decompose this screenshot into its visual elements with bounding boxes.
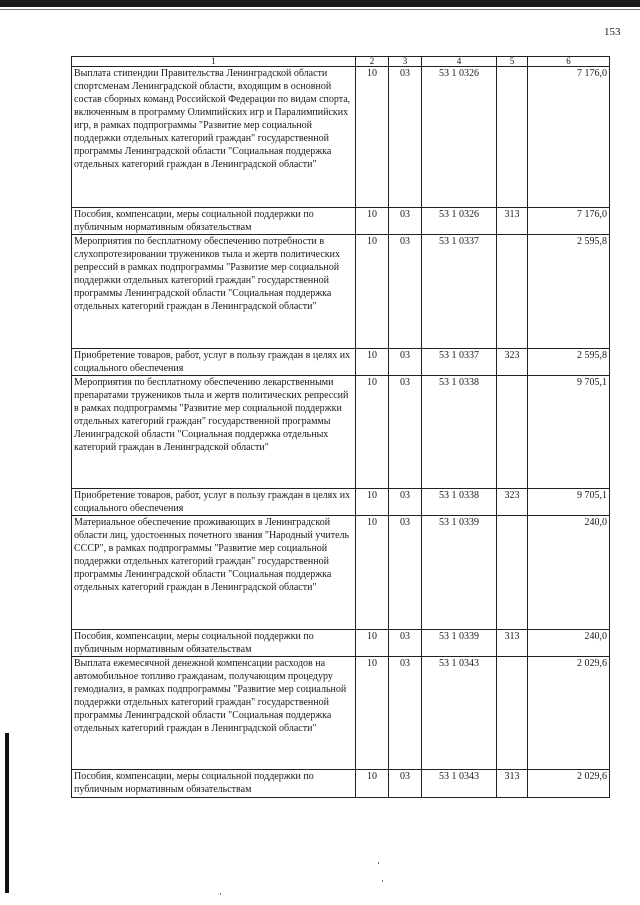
row-amount: 2 029,6 <box>528 657 610 770</box>
row-description: Мероприятия по бесплатному обеспечению лекарственными препаратами тружеников тыла и жертв политических репрессий в рамках подпрограммы "Развитие мер социальной поддержки отдельных категорий граждан" государственной программы Ленинградской области "Социальная поддержка отдельных категорий граждан в Ленинградской области" <box>72 376 356 489</box>
row-section: 10 <box>356 208 389 235</box>
row-subsection: 03 <box>389 770 422 798</box>
scan-speck <box>382 880 383 882</box>
row-description: Приобретение товаров, работ, услуг в пользу граждан в целях их социального обеспечения <box>72 489 356 516</box>
column-header: 5 <box>497 57 528 67</box>
row-subsection: 03 <box>389 657 422 770</box>
row-section: 10 <box>356 376 389 489</box>
row-section: 10 <box>356 770 389 798</box>
scan-left-margin-mark <box>5 733 9 893</box>
row-description: Пособия, компенсации, меры социальной поддержки по публичным нормативным обязательствам <box>72 770 356 798</box>
row-target-code: 53 1 0343 <box>422 657 497 770</box>
row-target-code: 53 1 0339 <box>422 516 497 630</box>
row-amount: 2 595,8 <box>528 235 610 349</box>
row-subsection: 03 <box>389 208 422 235</box>
scan-speck <box>220 893 221 895</box>
table-row <box>72 770 610 798</box>
table-header-row <box>72 57 610 67</box>
column-header: 1 <box>72 57 356 67</box>
row-target-code: 53 1 0337 <box>422 349 497 376</box>
row-expense-type: 313 <box>497 208 528 235</box>
table-row <box>72 67 610 208</box>
row-target-code: 53 1 0338 <box>422 489 497 516</box>
table-row <box>72 349 610 376</box>
table-row <box>72 630 610 657</box>
row-section: 10 <box>356 67 389 208</box>
column-header: 4 <box>422 57 497 67</box>
row-description: Пособия, компенсации, меры социальной поддержки по публичным нормативным обязательствам <box>72 208 356 235</box>
row-description: Выплата ежемесячной денежной компенсации расходов на автомобильное топливо гражданам, получающим процедуру гемодиализ, в рамках подпрограммы "Развитие мер социальной поддержки отдельных категорий граждан" государственной программы Ленинградской области "Социальная поддержка отдельных категорий граждан в Ленинградской области" <box>72 657 356 770</box>
row-description: Пособия, компенсации, меры социальной поддержки по публичным нормативным обязательствам <box>72 630 356 657</box>
row-subsection: 03 <box>389 235 422 349</box>
row-target-code: 53 1 0337 <box>422 235 497 349</box>
row-target-code: 53 1 0326 <box>422 208 497 235</box>
row-section: 10 <box>356 349 389 376</box>
row-amount: 2 029,6 <box>528 770 610 798</box>
page-number: 153 <box>604 26 621 38</box>
row-subsection: 03 <box>389 630 422 657</box>
row-expense-type <box>497 376 528 489</box>
row-amount: 9 705,1 <box>528 489 610 516</box>
row-expense-type <box>497 235 528 349</box>
column-header: 3 <box>389 57 422 67</box>
scan-top-border <box>0 0 640 7</box>
row-amount: 2 595,8 <box>528 349 610 376</box>
row-description: Материальное обеспечение проживающих в Ленинградской области лиц, удостоенных почетного звания "Народный учитель СССР", в рамках подпрограммы "Развитие мер социальной поддержки отдельных категорий граждан" государственной программы Ленинградской области "Социальная поддержка отдельных категорий граждан в Ленинградской области" <box>72 516 356 630</box>
table-row <box>72 516 610 630</box>
row-section: 10 <box>356 516 389 630</box>
row-description: Выплата стипендии Правительства Ленинградской области спортсменам Ленинградской области, входящим в основной состав сборных команд Российской Федерации по видам спорта, включенным в программу Олимпийских игр и Паралимпийских игр, в рамках подпрограммы "Развитие мер социальной поддержки отдельных категорий граждан" государственной программы Ленинградской области "Социальная поддержка отдельных категорий граждан в Ленинградской области" <box>72 67 356 208</box>
row-subsection: 03 <box>389 516 422 630</box>
row-expense-type <box>497 67 528 208</box>
row-amount: 7 176,0 <box>528 208 610 235</box>
row-section: 10 <box>356 630 389 657</box>
row-section: 10 <box>356 235 389 349</box>
table-row <box>72 657 610 770</box>
scan-top-border-line <box>0 9 640 10</box>
row-description: Мероприятия по бесплатному обеспечению потребности в слухопротезировании тружеников тыла и жертв политических репрессий в рамках подпрограммы "Развитие мер социальной поддержки отдельных категорий граждан" государственной программы Ленинградской области "Социальная поддержка отдельных категорий граждан в Ленинградской области" <box>72 235 356 349</box>
budget-table <box>71 56 610 798</box>
table-row <box>72 208 610 235</box>
table-row <box>72 376 610 489</box>
row-amount: 240,0 <box>528 630 610 657</box>
row-target-code: 53 1 0343 <box>422 770 497 798</box>
row-section: 10 <box>356 489 389 516</box>
row-amount: 7 176,0 <box>528 67 610 208</box>
row-amount: 9 705,1 <box>528 376 610 489</box>
row-target-code: 53 1 0338 <box>422 376 497 489</box>
row-expense-type: 313 <box>497 630 528 657</box>
table-row <box>72 235 610 349</box>
row-expense-type <box>497 516 528 630</box>
column-header: 6 <box>528 57 610 67</box>
scan-speck <box>378 862 379 864</box>
row-expense-type: 323 <box>497 349 528 376</box>
row-expense-type <box>497 657 528 770</box>
row-description: Приобретение товаров, работ, услуг в пользу граждан в целях их социального обеспечения <box>72 349 356 376</box>
row-section: 10 <box>356 657 389 770</box>
row-subsection: 03 <box>389 489 422 516</box>
column-header: 2 <box>356 57 389 67</box>
row-amount: 240,0 <box>528 516 610 630</box>
row-target-code: 53 1 0339 <box>422 630 497 657</box>
row-subsection: 03 <box>389 376 422 489</box>
table-row <box>72 489 610 516</box>
row-expense-type: 313 <box>497 770 528 798</box>
row-target-code: 53 1 0326 <box>422 67 497 208</box>
row-subsection: 03 <box>389 67 422 208</box>
row-subsection: 03 <box>389 349 422 376</box>
row-expense-type: 323 <box>497 489 528 516</box>
